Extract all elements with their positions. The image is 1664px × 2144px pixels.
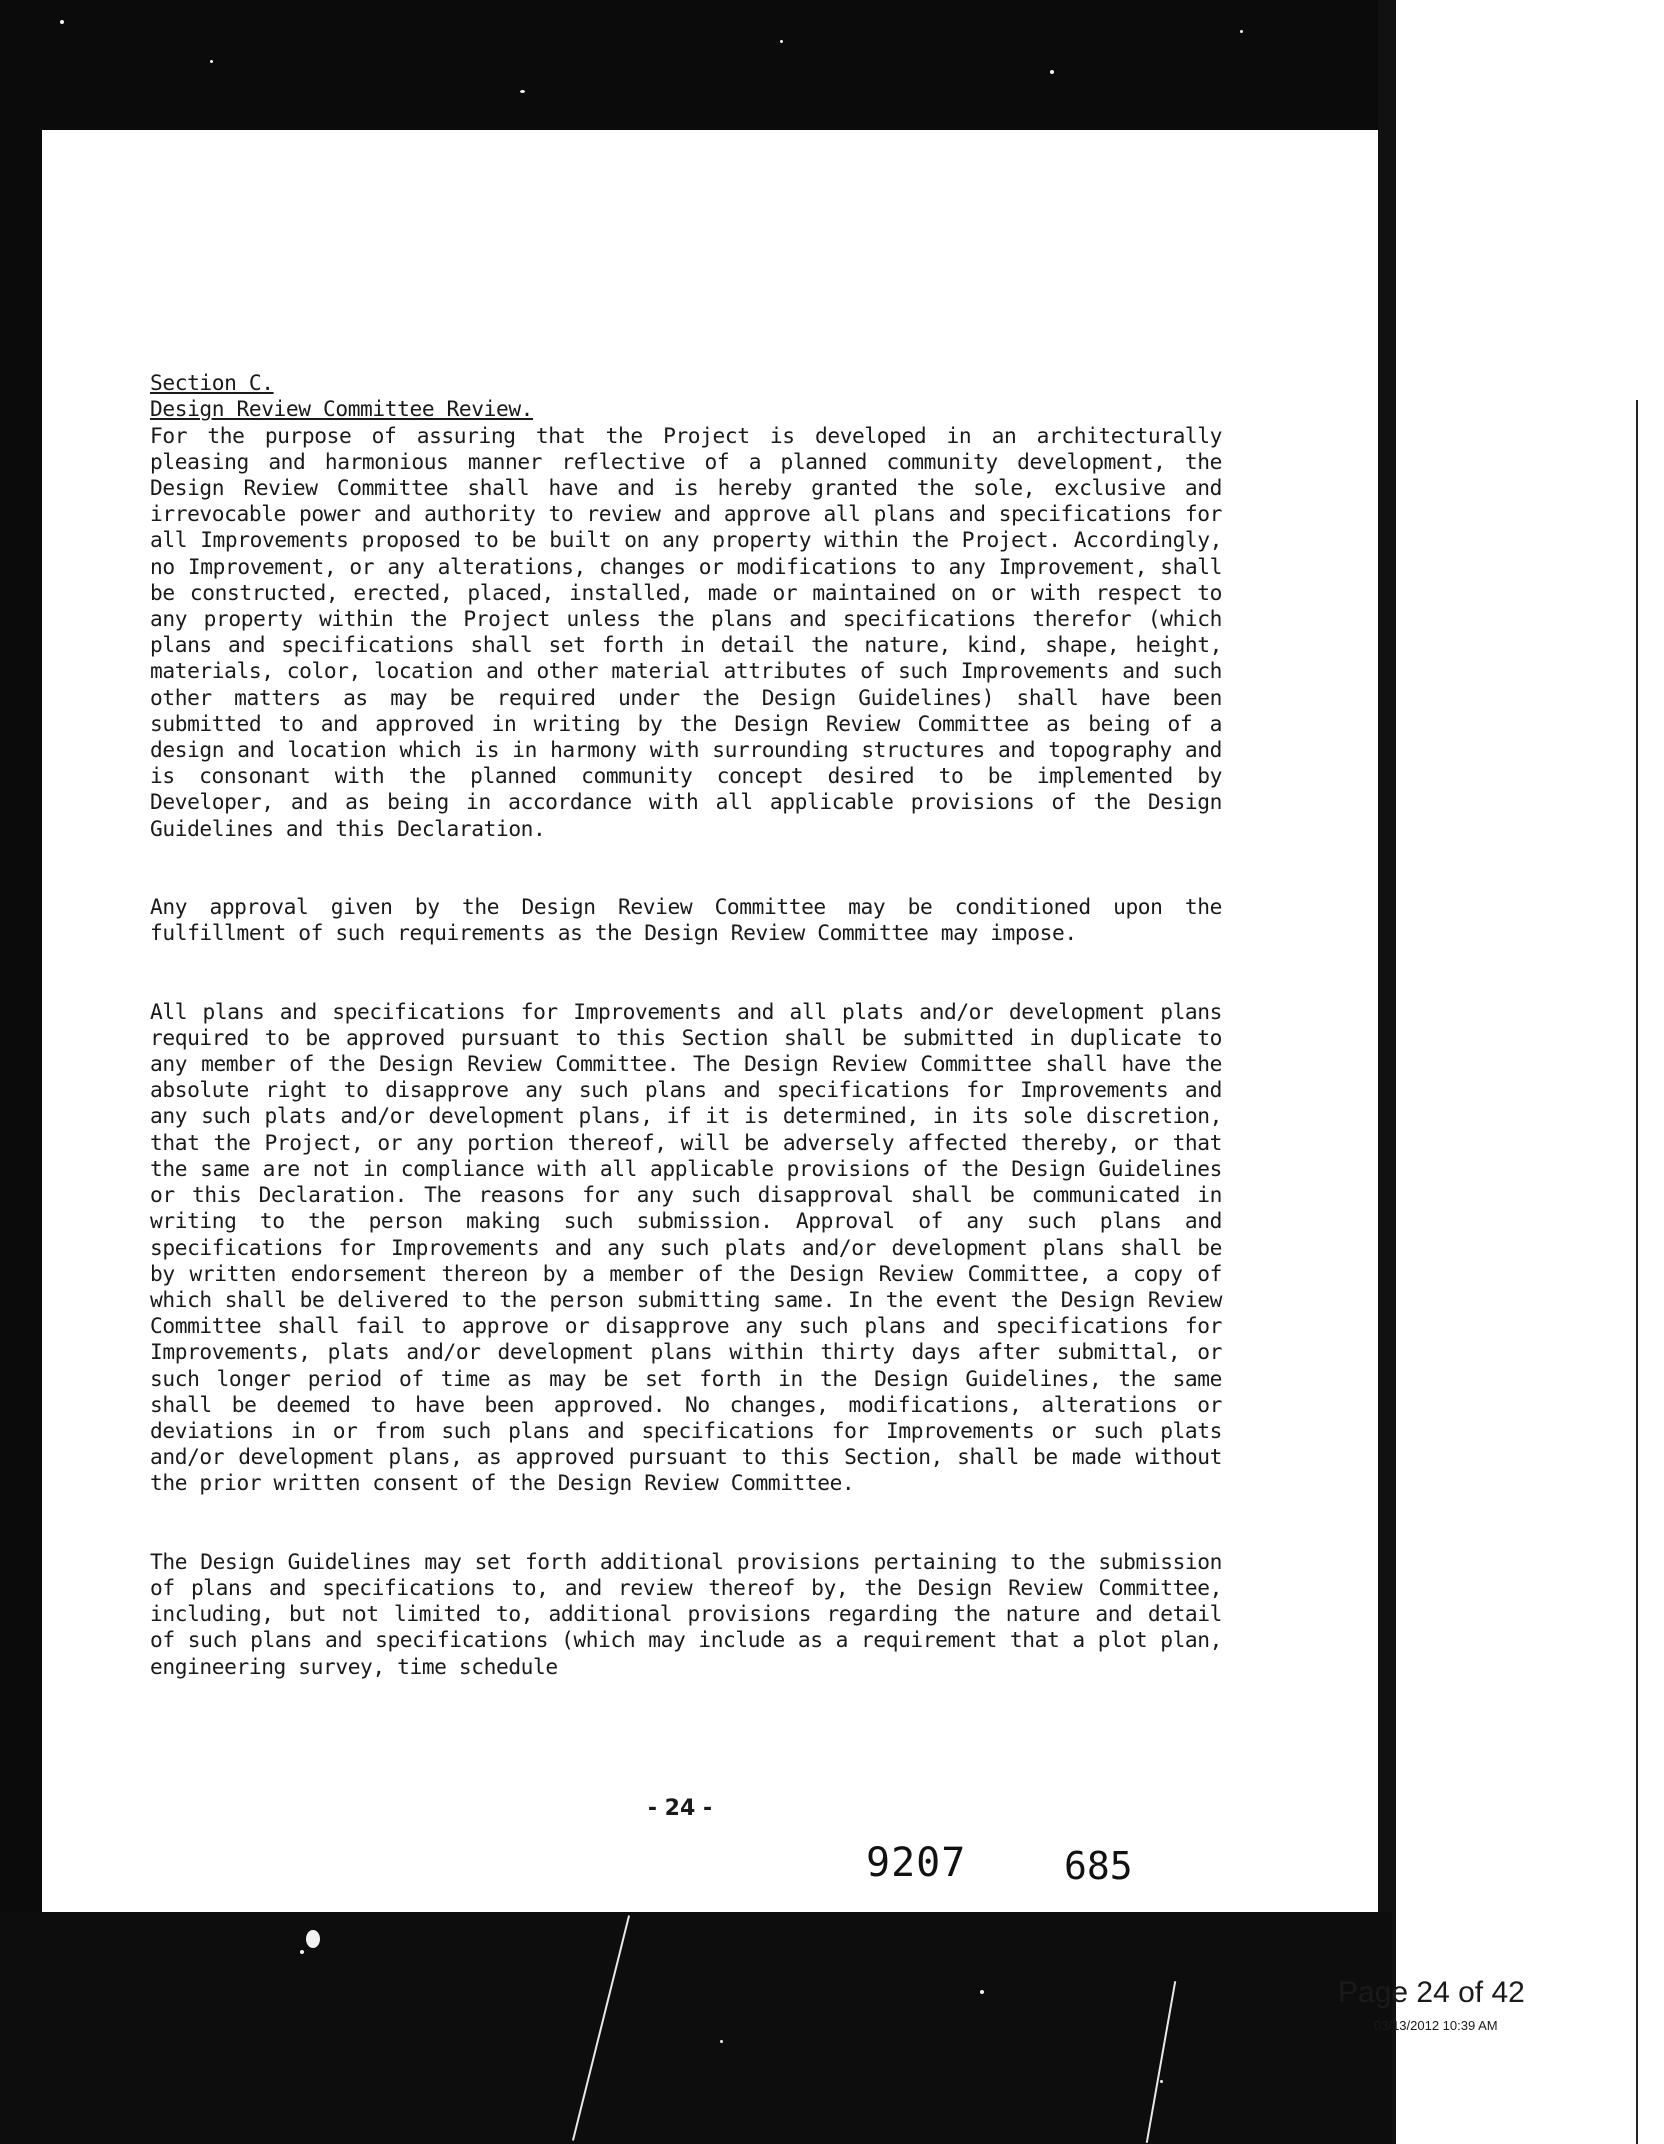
timestamp-stamp: 03/13/2012 10:39 AM [1374,2018,1498,2033]
design-guidelines-paragraph [150,1523,1222,1680]
section-title: Design Review Committee Review. [150,396,534,422]
submission-paragraph [150,972,1222,1496]
scan-speck [306,1930,320,1948]
scan-border-bottom [0,1912,1392,2144]
scan-speck [780,40,783,43]
page-count-stamp: Page 24 of 42 [1338,1976,1525,2009]
book-page-number: 685 [1064,1844,1133,1888]
scan-border-left [0,0,42,2144]
scan-speck [210,60,213,63]
scan-speck [520,90,525,93]
section-c-paragraph [150,344,1222,842]
scan-speck [1160,2080,1163,2083]
scan-border-top [0,0,1392,130]
scan-border-right [1378,0,1396,2144]
paragraph-text: The Design Guidelines may set forth additional provisions pertaining to the submission of plans and specifications to, and review thereof by, the Design Review Committee, including, but not limited to, additional provisions regarding the nature and detail of such plans and specifications (which may include as a requirement that a plot plan, engineering survey, time schedule [150,1548,1222,1679]
approval-conditions-paragraph [150,868,1222,947]
scan-speck [1050,70,1054,74]
page-number: - 24 - [647,1796,713,1821]
paragraph-text: All plans and specifications for Improvements and all plats and/or development plans required to be approved pursuant to this Section shall be submitted in duplicate to any member of the Design Review Committee. The Design Review Committee shall have the absolute right to disapprove any such plans and specifications for Improvements and any such plats and/or development plans, if it is determined, in its sole discretion, that the Project, or any portion thereof, will be adversely affected thereby, or that the same are not in compliance with all applicable provisions of the Design Guidelines or this Declaration. The reasons for any such disapproval shall be communicated in writing to the person making such submission. Approval of any such plans and specifications for Improvements and any such plats and/or development plans shall be by written endorsement thereon by a member of the Design Review Committee, a copy of which shall be delivered to the person submitting same. In the event the Design Review Committee shall fail to approve or disapprove any such plans and specifications for Improvements, plats and/or development plans within thirty days after submittal, or such longer period of time as may be set forth in the Design Guidelines, the same shall be deemed to have been approved. No changes, modifications, alterations or deviations in or from such plans and specifications for Improvements or such plats and/or development plans, as approved pursuant to this Section, shall be made without the prior written consent of the Design Review Committee. [150,998,1222,1496]
scan-speck [720,2040,723,2043]
paragraph-text: Any approval given by the Design Review Committee may be conditioned upon the fulfillment of such requirements as the Design Review Committee may impose. [150,894,1222,946]
scan-speck [60,20,64,24]
paragraph-text: For the purpose of assuring that the Project is developed in an architecturally pleasing and harmonious manner reflective of a planned community development, the Design Review Committee shall have and is hereby granted the sole, exclusive and irrevocable power and authority to review and approve all plans and specifications for all Improvements proposed to be built on any property within the Project. Accordingly, no Improvement, or any alterations, changes or modifications to any Improvement, shall be constructed, erected, placed, installed, made or maintained on or with respect to any property within the Project unless the plans and specifications therefor (which plans and specifications shall set forth in detail the nature, kind, shape, height, materials, color, location and other material attributes of such Improvements and such other matters as may be required under the Design Guidelines) shall have been submitted to and approved in writing by the Design Review Committee as being of a design and location which is in harmony with surrounding structures and topography and is consonant with the planned community concept desired to be implemented by Developer, and as being in accordance with all applicable provisions of the Design Guidelines and this Declaration. [150,422,1222,841]
scan-speck [300,1950,304,1954]
document-body [150,344,1222,1706]
book-number: 9207 [866,1840,967,1886]
margin-line [1636,400,1638,2144]
scan-speck [1240,30,1243,33]
scan-speck [980,1990,984,1994]
section-label: Section C. [150,370,274,396]
